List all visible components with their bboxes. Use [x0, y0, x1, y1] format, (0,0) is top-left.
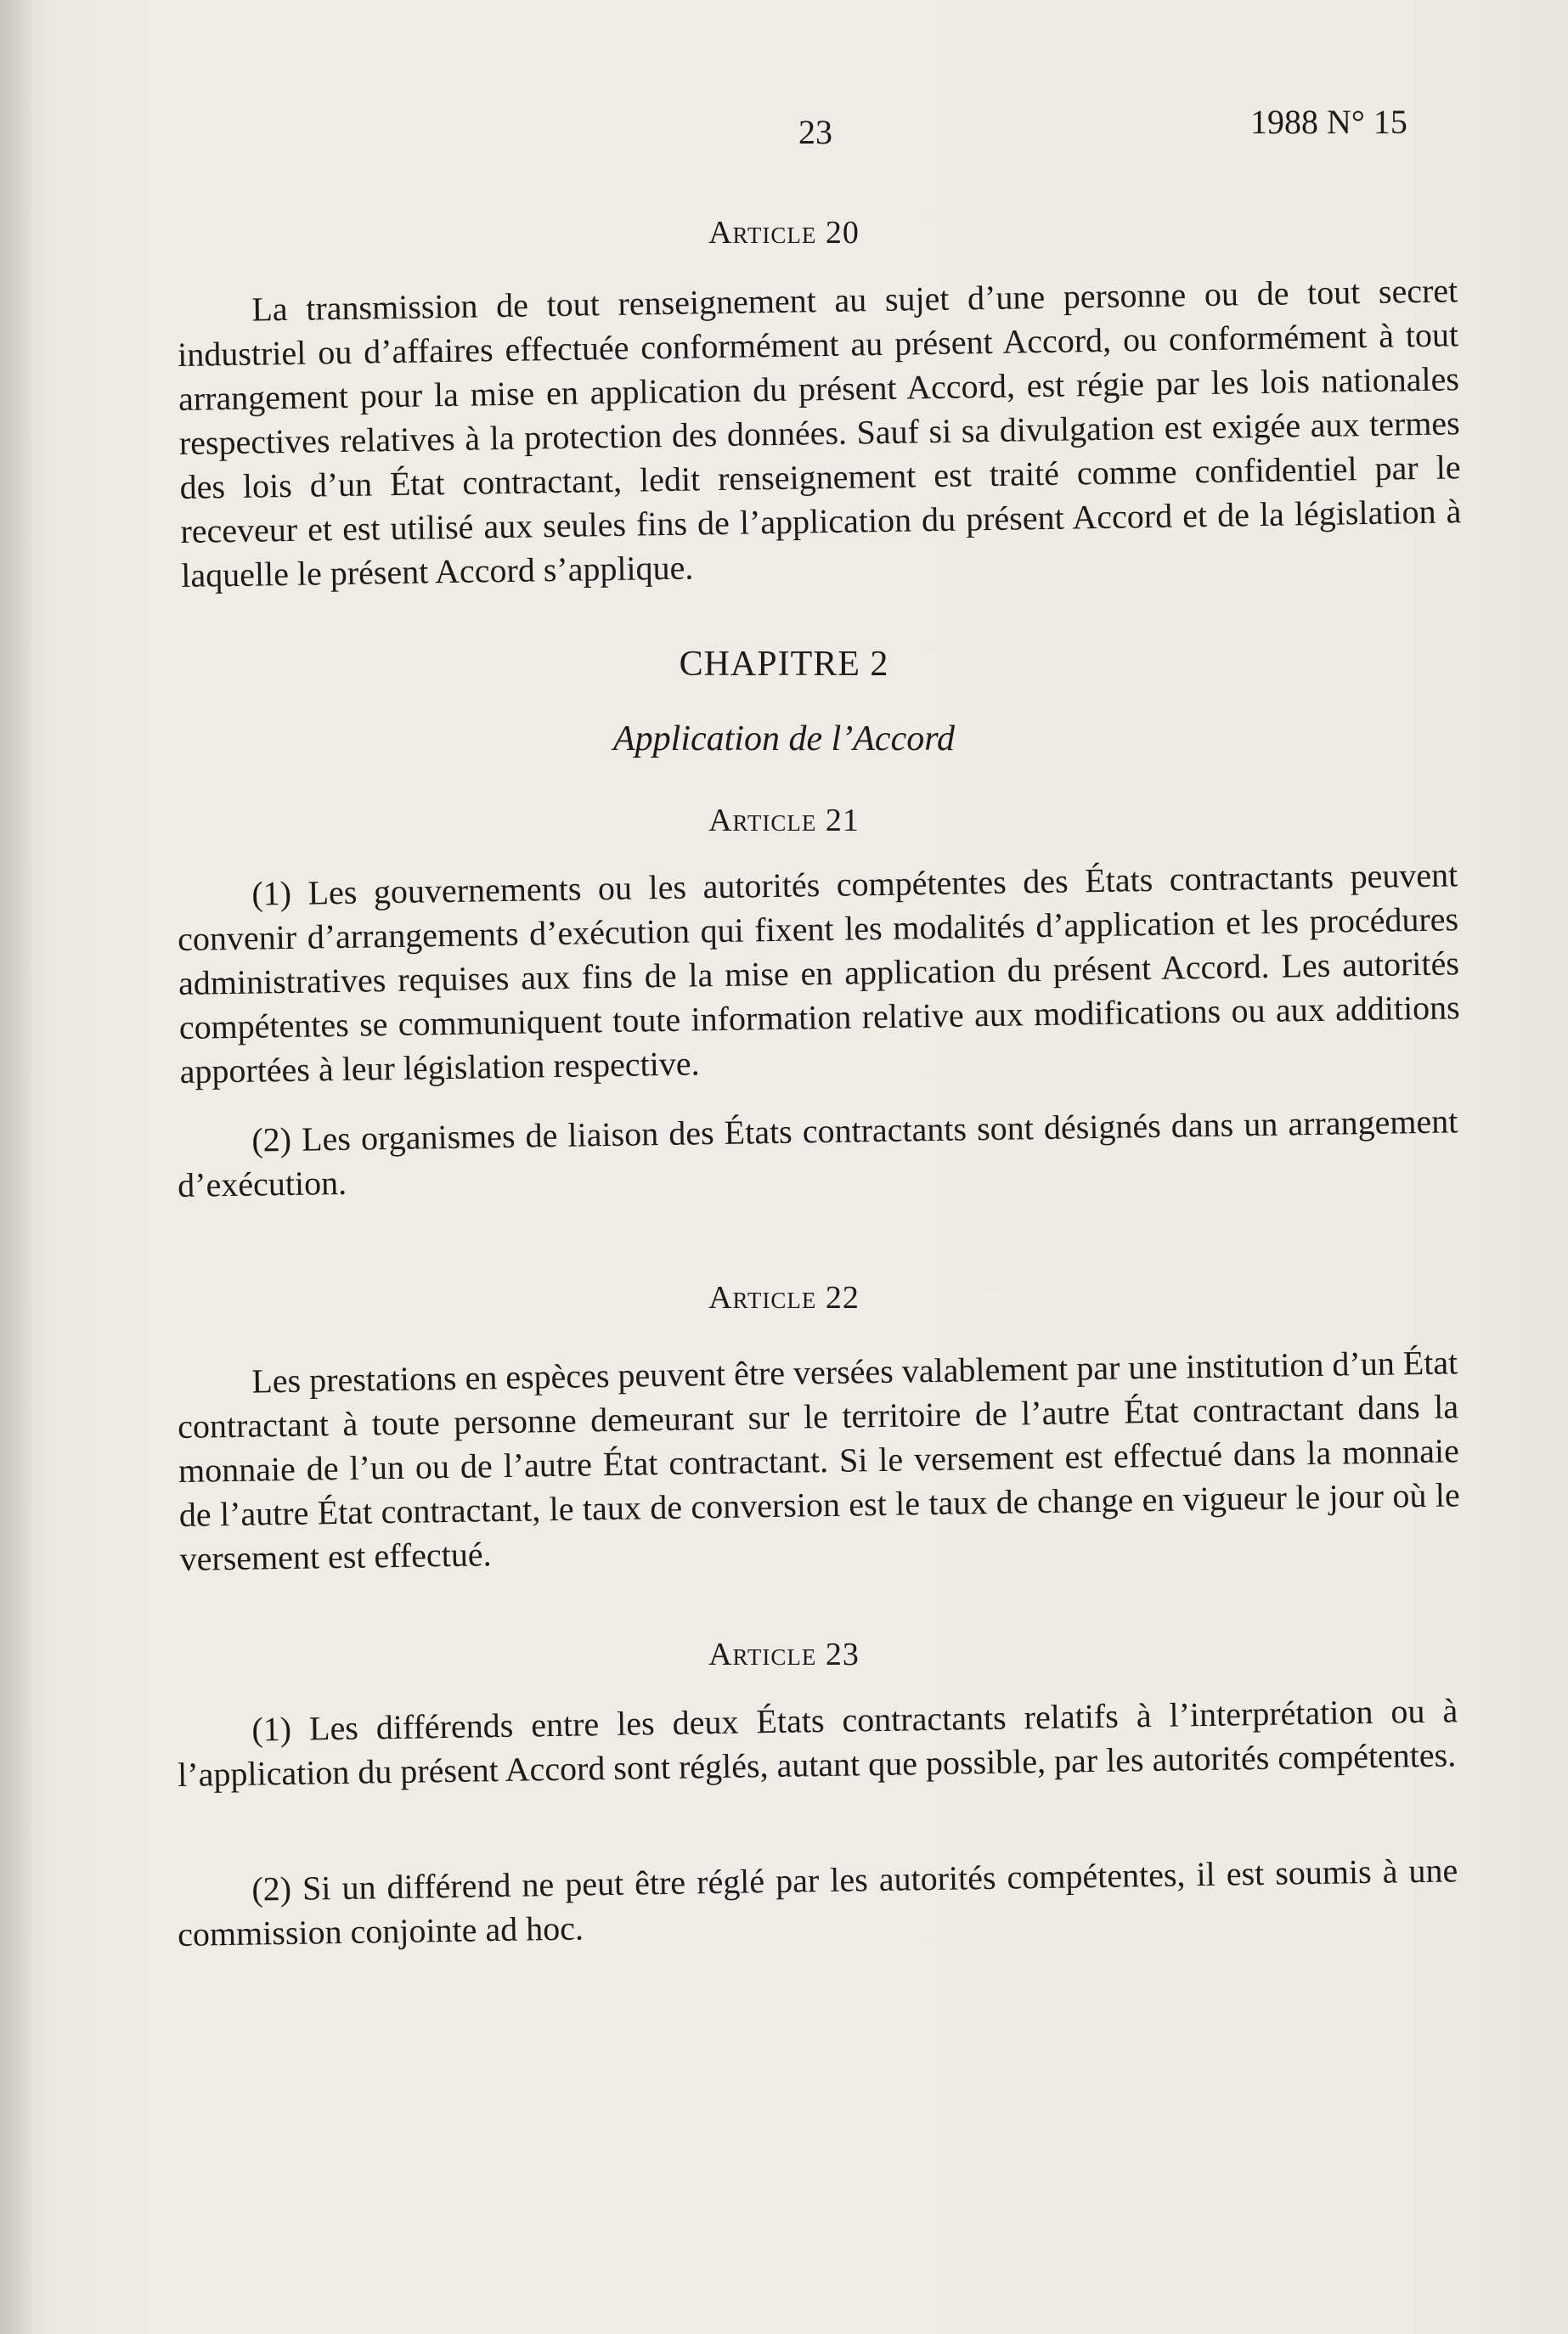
binding-shadow [0, 0, 34, 2334]
article-21-para-2: (2) Les organismes de liaison des États contractants sont désignés dans un arrangement d’exécution. [177, 1102, 1458, 1204]
article-20-heading: Article 20 [708, 215, 860, 251]
page-number: 23 [798, 113, 832, 151]
chapter-subtitle: Application de l’Accord [613, 719, 955, 758]
article-21-heading: Article 21 [708, 803, 860, 838]
article-22-heading: Article 22 [708, 1280, 860, 1316]
chapter-heading: CHAPITRE 2 [679, 645, 889, 684]
volume-reference: 1988 N° 15 [1250, 103, 1407, 141]
article-20-text: La transmission de tout renseignement au sujet d’une personne ou de tout secret industriel ou d’affaires effectuée conformément au présent Accord, ou conformément à tout arrangement pour la mise en application du présent Accord, est régie par les lois nationales respectives relatives à la protection des données. Sauf si sa divulgation est exigée aux termes des lois d’un État contractant, ledit renseignement est traité comme confidentiel par le receveur et est utilisé aux seules fins de l’application du présent Accord et de la législation à laquelle le présent Accord s’applique. [177, 271, 1462, 595]
article-21-para-1: (1) Les gouvernements ou les autorités compétentes des États contractants peuvent convenir d’arrangements d’exécution qui fixent les modalités d’application et les procédures administratives requises aux fins de la mise en application du présent Accord. Les autorités compétentes se communiquent toute information relative aux modifications ou aux additions apportées à leur législation respective. [177, 855, 1461, 1091]
article-23-para-2: (2) Si un différend ne peut être réglé par les autorités compétentes, il est soumis à une commission conjointe ad hoc. [177, 1851, 1458, 1953]
article-23-para-1: (1) Les différends entre les deux États contractants relatifs à l’interprétation ou à l’application du présent Accord sont réglés, autant que possible, par les autorités compétentes. [177, 1691, 1458, 1794]
article-23-heading: Article 23 [708, 1637, 860, 1672]
article-22-text: Les prestations en espèces peuvent être versées valablement par une institution d’un État contractant à toute personne demeurant sur le territoire de l’autre État contractant dans la monnaie de l’un ou de l’autre État contractant. Si le versement est effectué dans la monnaie de l’autre État contractant, le taux de conversion est le taux de change en vigueur le jour où le versement est effectué. [177, 1343, 1461, 1578]
